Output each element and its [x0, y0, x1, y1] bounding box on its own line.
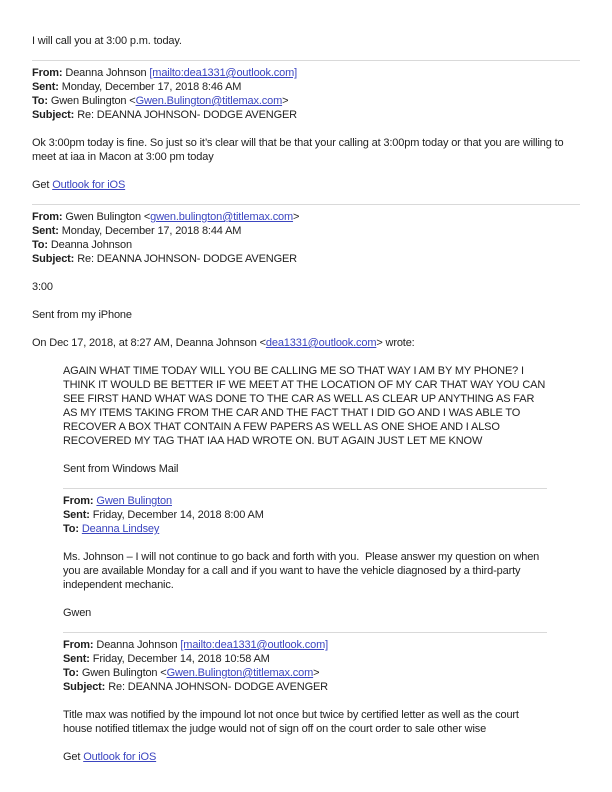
from-row [32, 66, 580, 80]
email2-header [32, 210, 580, 266]
quoted-message: AGAIN WHAT TIME TODAY WILL YOU BE CALLING ME SO THAT WAY I AM BY MY PHONE? I THINK IT WOULD BE BETTER IF WE MEET AT THE LOCATION OF MY CAR THAT WAY YOU CAN SEE FIRST HAND WHAT WAS DONE TO THE CAR AS WELL AS CLEAR UP ANYTHING AS FAR AS MY ITEMS TAKING FROM THE CAR AND THE FACT THAT I DID GO AND I WAS ABLE TO RECOVER A BOX THAT CONTAIN A FEW PAPERS AS WELL AS ONE SHOE AND I ALSO RECOVERED MY TAG THAT IAA HAD WROTE ON. BUT AGAIN JUST LET ME KNOW [63, 365, 549, 447]
recipient-name: Gwen Bulington < [50, 95, 136, 107]
subject-row [32, 108, 580, 122]
subject-label: Subject: [63, 681, 106, 693]
email3-body: Ms. Johnson – I will not continue to go back and forth with you. Please answer my question on when you are available Monday for a call and if you want to have the vehicle diagnosed by a third-party independent mechanic. [63, 551, 543, 591]
reply-intro-post: > wrote: [376, 337, 415, 349]
sender-email-link[interactable]: gwen.bulington@titlemax.com [150, 211, 294, 223]
sent-row [32, 80, 580, 94]
email3-signoff: Gwen [63, 607, 92, 619]
get-prefix: Get [63, 751, 84, 763]
email4-body: Title max was notified by the impound lot not once but twice by certified letter as well as the court house notified titlemax the judge would not of sign off on the court order to sale other wise [63, 709, 522, 735]
reply-intro-pre: On Dec 17, 2018, at 8:27 AM, Deanna Johnson < [32, 337, 266, 349]
email1-header [32, 66, 580, 122]
quoted-signature: Sent from Windows Mail [63, 463, 179, 475]
intro-line: I will call you at 3:00 p.m. today. [32, 35, 182, 47]
recipient-email-link[interactable]: Gwen.Bulington@titlemax.com [135, 95, 283, 107]
sender-name-link[interactable]: Gwen Bulington [96, 495, 172, 507]
sender-email-link[interactable]: [mailto:dea1331@outlook.com] [149, 67, 298, 79]
to-label: To: [32, 95, 48, 107]
email4-signature [63, 750, 547, 764]
email2-body: 3:00 [32, 281, 53, 293]
from-row [63, 494, 547, 508]
get-prefix: Get [32, 179, 53, 191]
reply-author-email-link[interactable]: dea1331@outlook.com [265, 337, 377, 349]
recipient-name-link[interactable]: Deanna Lindsey [81, 523, 160, 535]
outlook-ios-link[interactable]: Outlook for iOS [52, 179, 126, 191]
sent-row [63, 508, 547, 522]
sender-name: Gwen Bulington < [65, 211, 151, 223]
email3-header [63, 494, 547, 536]
from-label: From: [63, 639, 94, 651]
from-row [63, 638, 547, 652]
sender-name: Deanna Johnson [65, 67, 150, 79]
sent-label: Sent: [63, 509, 90, 521]
recipient-name-close: > [313, 667, 320, 679]
outlook-ios-link[interactable]: Outlook for iOS [83, 751, 157, 763]
subject-label: Subject: [32, 109, 75, 121]
from-label: From: [32, 211, 63, 223]
recipient-name: Gwen Bulington < [81, 667, 167, 679]
to-label: To: [63, 523, 79, 535]
sender-name-close: > [293, 211, 300, 223]
sender-name: Deanna Johnson [96, 639, 181, 651]
email1-body: Ok 3:00pm today is fine. So just so it’s clear will that be that your calling at 3:00pm today or that you are willing to meet at iaa in Macon at 3:00 pm today [32, 137, 567, 163]
recipient-name-close: > [282, 95, 289, 107]
divider [32, 204, 580, 205]
recipient-name: Deanna Johnson [50, 239, 132, 251]
sent-datetime: Monday, December 17, 2018 8:44 AM [61, 225, 242, 237]
subject-row [32, 252, 580, 266]
from-row [32, 210, 580, 224]
subject-label: Subject: [32, 253, 75, 265]
sent-datetime: Friday, December 14, 2018 8:00 AM [92, 509, 264, 521]
email2-signature: Sent from my iPhone [32, 309, 132, 321]
divider [63, 488, 547, 489]
to-row [63, 666, 547, 680]
email1-signature [32, 178, 580, 192]
sent-row [32, 224, 580, 238]
reply-intro-line [32, 336, 580, 350]
to-label: To: [63, 667, 79, 679]
to-row [32, 238, 580, 252]
to-label: To: [32, 239, 48, 251]
sender-email-link[interactable]: [mailto:dea1331@outlook.com] [180, 639, 329, 651]
subject-text: Re: DEANNA JOHNSON- DODGE AVENGER [77, 253, 297, 265]
to-row [63, 522, 547, 536]
sent-datetime: Monday, December 17, 2018 8:46 AM [61, 81, 242, 93]
subject-row [63, 680, 547, 694]
from-label: From: [63, 495, 94, 507]
quoted-thread [63, 364, 547, 764]
sent-row [63, 652, 547, 666]
subject-text: Re: DEANNA JOHNSON- DODGE AVENGER [77, 109, 297, 121]
divider [63, 632, 547, 633]
email4-header [63, 638, 547, 694]
sent-label: Sent: [32, 81, 59, 93]
to-row [32, 94, 580, 108]
recipient-email-link[interactable]: Gwen.Bulington@titlemax.com [166, 667, 314, 679]
sent-datetime: Friday, December 14, 2018 10:58 AM [92, 653, 270, 665]
divider [32, 60, 580, 61]
sent-label: Sent: [63, 653, 90, 665]
sent-label: Sent: [32, 225, 59, 237]
subject-text: Re: DEANNA JOHNSON- DODGE AVENGER [108, 681, 328, 693]
from-label: From: [32, 67, 63, 79]
